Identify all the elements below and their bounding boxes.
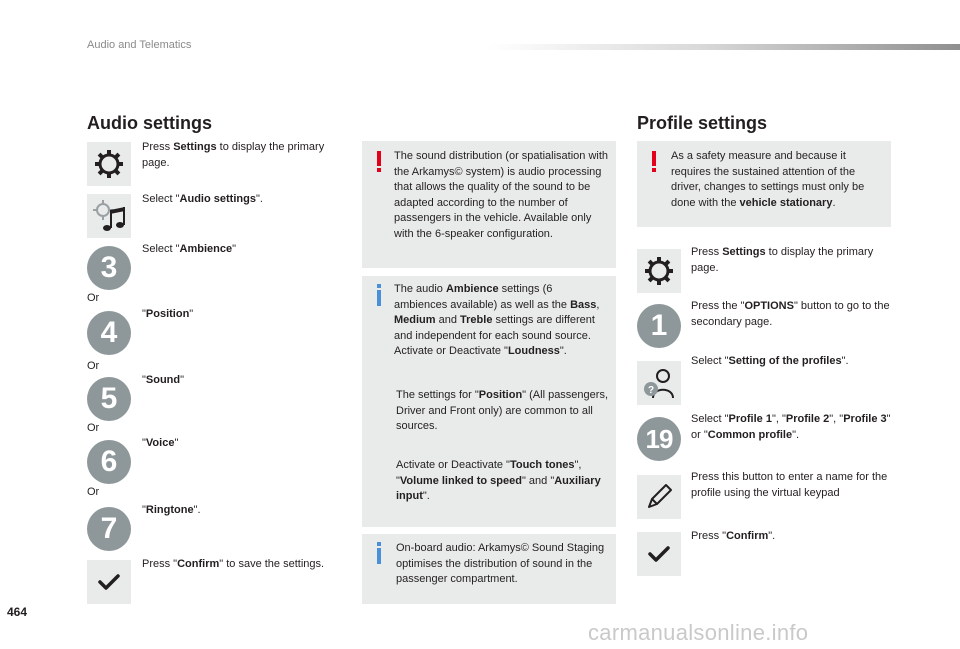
audio-step-6: "Voice" <box>142 437 179 449</box>
header-title: Audio and Telematics <box>87 39 192 51</box>
profile-step-3: Select "Setting of the profiles". <box>691 355 849 367</box>
profile-step-4: Select "Profile 1", "Profile 2", "Profile 3" or "Common profile". <box>691 413 891 441</box>
step-badge-3: 3 <box>87 246 131 290</box>
audio-step-5: "Sound" <box>142 374 185 386</box>
audio-settings-title: Audio settings <box>87 113 212 133</box>
page-number: 464 <box>7 605 28 619</box>
or-label: Or <box>87 292 100 304</box>
settings-tile[interactable] <box>87 142 131 186</box>
info-note-text-c: The settings for "Position" (All passengers, Driver and Front only) are common to all sources. <box>396 389 609 432</box>
profile-step-1: Press Settings to display the primary page. <box>691 246 874 274</box>
or-label: Or <box>87 486 100 498</box>
audio-step-7: "Ringtone". <box>142 504 201 516</box>
profile-step-2: Press the "OPTIONS" button to go to the secondary page. <box>691 300 890 328</box>
watermark: carmanualsonline.info <box>588 620 809 645</box>
edit-name-tile[interactable] <box>637 475 681 519</box>
warning-note-profile <box>637 141 891 227</box>
confirm-tile[interactable] <box>637 532 681 576</box>
warning-note-sound-distribution <box>362 141 616 268</box>
gear-icon <box>93 148 125 180</box>
profiles-tile[interactable] <box>637 361 681 405</box>
gear-icon <box>643 255 675 287</box>
step-badge-19: 19 <box>637 417 681 461</box>
settings-tile[interactable] <box>637 249 681 293</box>
check-icon <box>648 545 670 563</box>
gear-music-icon <box>91 198 127 234</box>
header-bar <box>488 44 960 50</box>
or-label: Or <box>87 360 100 372</box>
svg-text:?: ? <box>647 385 655 396</box>
info-note-arkamys-text: On-board audio: Arkamys© Sound Staging optimises the distribution of sound in the passenger compartment. <box>396 542 605 585</box>
audio-settings-tile[interactable] <box>87 194 131 238</box>
info-note-arkamys <box>362 534 616 604</box>
warning-note-text: The sound distribution (or spatialisation with the Arkamys© system) is audio processing that allows the quality of the sound to be adapted according to the number of passengers in the vehicle. Available only with the 6-speaker configuration. <box>394 150 609 240</box>
step-badge-1: 1 <box>637 304 681 348</box>
audio-step-1: Press Settings to display the primary page. <box>142 141 325 169</box>
check-icon <box>98 573 120 591</box>
profile-settings-title: Profile settings <box>637 113 768 133</box>
info-icon <box>375 542 383 564</box>
confirm-tile[interactable] <box>87 560 131 604</box>
info-note-text-a: The audio Ambience settings (6 ambiences available) as well as the Bass, Medium and Treble settings are different and independent for each sound source. Activate or Deactivate "Loudness". <box>394 283 600 357</box>
warning-icon <box>651 151 657 173</box>
or-label: Or <box>87 422 100 434</box>
profile-question-icon <box>641 365 677 401</box>
audio-step-8: Press "Confirm" to save the settings. <box>142 558 325 570</box>
info-note-ambience <box>362 276 616 527</box>
info-icon <box>375 284 383 306</box>
info-note-text-d: Activate or Deactivate "Touch tones", "Volume linked to speed" and "Auxiliary input". <box>396 459 601 502</box>
profile-step-5: Press this button to enter a name for the profile using the virtual keypad <box>691 471 888 499</box>
audio-step-2: Select "Audio settings". <box>142 193 263 205</box>
warning-note-profile-text: As a safety measure and because it requires the sustained attention of the driver, changes to settings must only be done with the vehicle stationary. <box>671 150 865 209</box>
audio-step-3: Select "Ambience" <box>142 243 237 255</box>
audio-step-4: "Position" <box>142 308 194 320</box>
step-badge-4: 4 <box>87 311 131 355</box>
warning-icon <box>376 151 382 173</box>
step-badge-7: 7 <box>87 507 131 551</box>
step-badge-5: 5 <box>87 377 131 421</box>
pencil-icon <box>644 482 674 512</box>
step-badge-6: 6 <box>87 440 131 484</box>
profile-step-6: Press "Confirm". <box>691 530 776 542</box>
